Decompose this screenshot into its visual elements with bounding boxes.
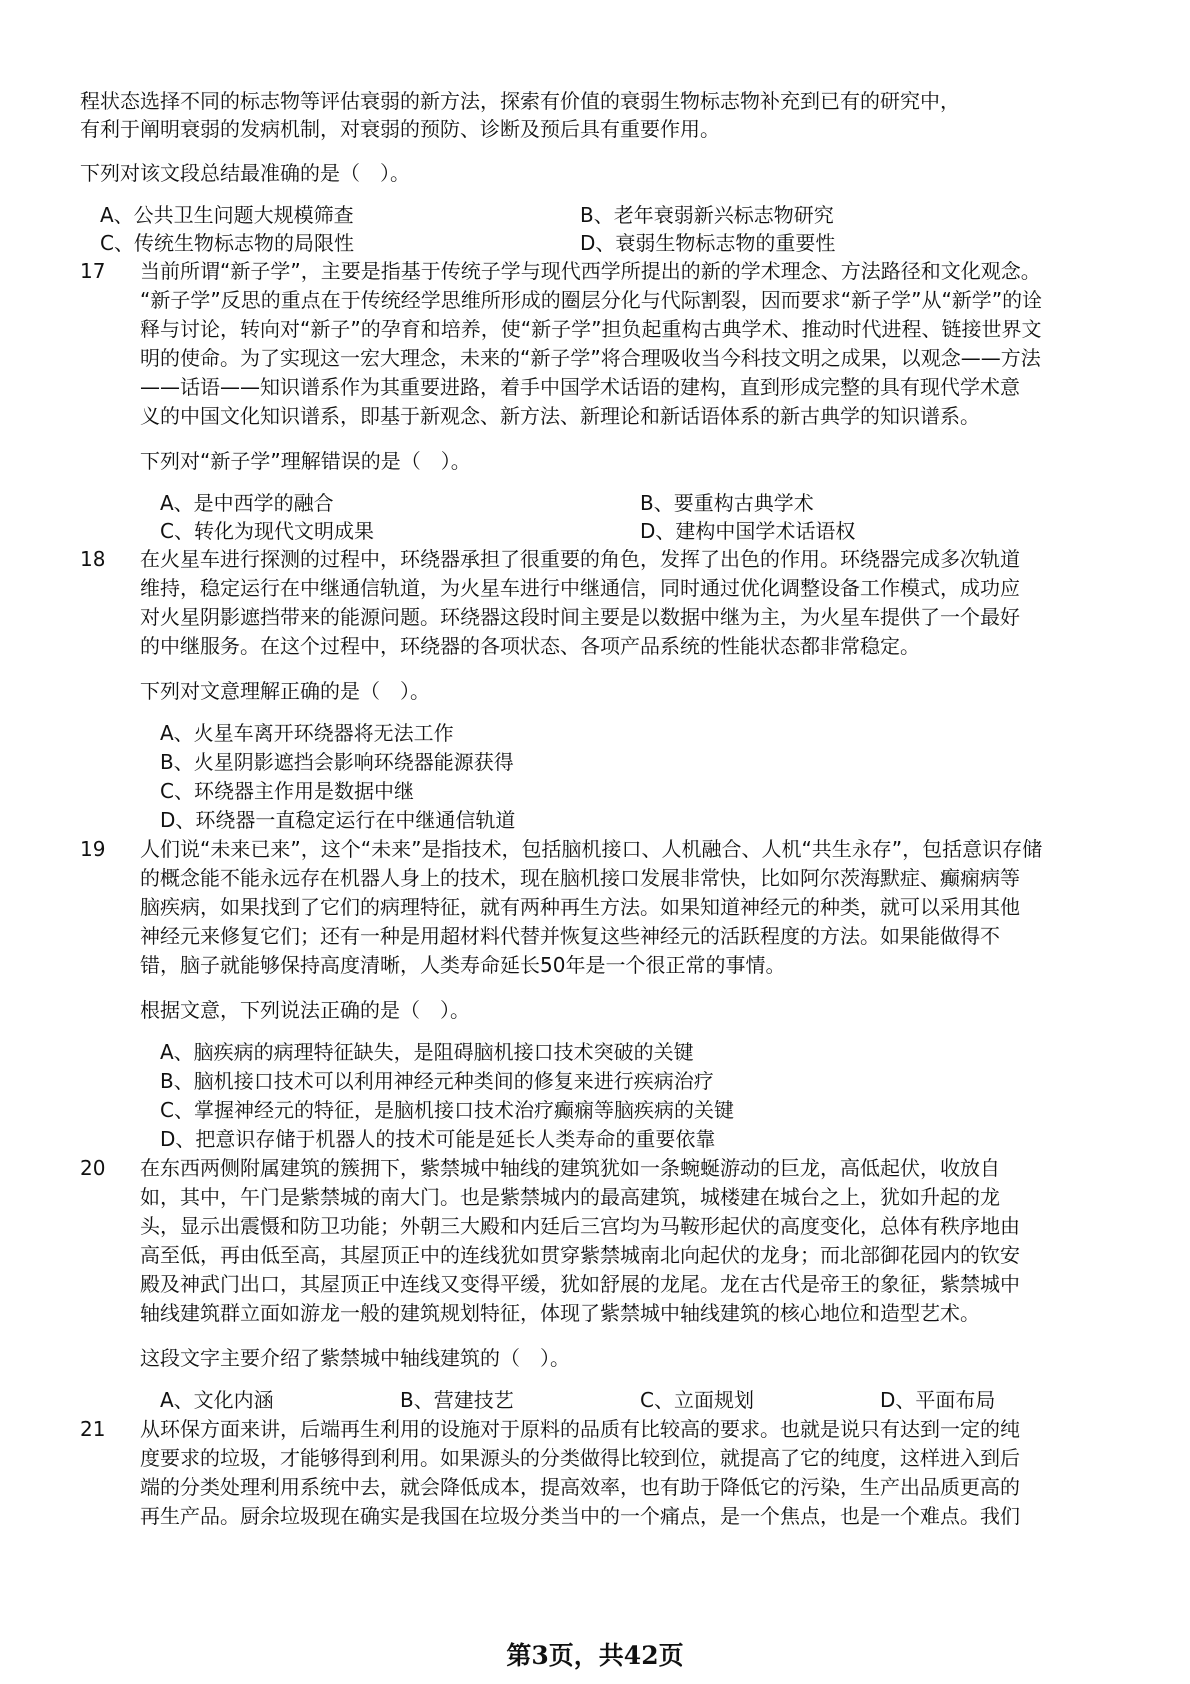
passage-line: “新子学”反思的重点在于传统经学思维所形成的圈层分化与代际割裂，因而要求“新子学”从“新学”的诠 [140, 288, 1043, 312]
option-d[interactable]: D、建构中国学术话语权 [640, 519, 856, 543]
passage-line: 有利于阐明衰弱的发病机制，对衰弱的预防、诊断及预后具有重要作用。 [80, 117, 720, 141]
question-stem: 下列对该文段总结最准确的是（ ）。 [80, 161, 410, 185]
passage-line: 如，其中，午门是紫禁城的南大门。也是紫禁城内的最高建筑，城楼建在城台之上，犹如升起的龙 [140, 1185, 1000, 1209]
passage-line: 轴线建筑群立面如游龙一般的建筑规划特征，体现了紫禁城中轴线建筑的核心地位和造型艺术。 [140, 1301, 980, 1325]
option-a[interactable]: A、火星车离开环绕器将无法工作 [160, 721, 454, 745]
question-number: 20 [80, 1156, 106, 1180]
option-c[interactable]: C、传统生物标志物的局限性 [100, 231, 354, 255]
option-d[interactable]: D、环绕器一直稳定运行在中继通信轨道 [160, 808, 516, 832]
option-d[interactable]: D、平面布局 [880, 1388, 996, 1412]
option-c[interactable]: C、掌握神经元的特征，是脑机接口技术治疗癫痫等脑疾病的关键 [160, 1098, 734, 1122]
passage-line: 程状态选择不同的标志物等评估衰弱的新方法，探索有价值的衰弱生物标志物补充到已有的研究中， [80, 89, 960, 113]
option-b[interactable]: B、脑机接口技术可以利用神经元种类间的修复来进行疾病治疗 [160, 1069, 714, 1093]
passage-line: 义的中国文化知识谱系，即基于新观念、新方法、新理论和新话语体系的新古典学的知识谱系。 [140, 404, 980, 428]
passage-line: 的中继服务。在这个过程中，环绕器的各项状态、各项产品系统的性能状态都非常稳定。 [140, 634, 920, 658]
option-b[interactable]: B、老年衰弱新兴标志物研究 [580, 203, 834, 227]
option-a[interactable]: A、文化内涵 [160, 1388, 274, 1412]
option-c[interactable]: C、转化为现代文明成果 [160, 519, 374, 543]
option-a[interactable]: A、是中西学的融合 [160, 491, 334, 515]
option-d[interactable]: D、把意识存储于机器人的技术可能是延长人类寿命的重要依靠 [160, 1127, 716, 1151]
passage-line: ——话语——知识谱系作为其重要进路，着手中国学术话语的建构，直到形成完整的具有现代学术意 [140, 375, 1020, 399]
passage-line: 在火星车进行探测的过程中，环绕器承担了很重要的角色，发挥了出色的作用。环绕器完成多次轨道 [140, 547, 1020, 571]
passage-line: 在东西两侧附属建筑的簇拥下，紫禁城中轴线的建筑犹如一条蜿蜒游动的巨龙，高低起伏，收放自 [140, 1156, 1000, 1180]
question-stem: 这段文字主要介绍了紫禁城中轴线建筑的（ ）。 [140, 1346, 570, 1370]
question-number: 19 [80, 837, 106, 861]
passage-line: 错，脑子就能够保持高度清晰，人类寿命延长50年是一个很正常的事情。 [140, 953, 786, 977]
passage-line: 从环保方面来讲，后端再生利用的设施对于原料的品质有比较高的要求。也就是说只有达到一定的纯 [140, 1417, 1020, 1441]
passage-line: 高至低，再由低至高，其屋顶正中的连线犹如贯穿紫禁城南北向起伏的龙身；而北部御花园内的钦安 [140, 1243, 1020, 1267]
page-footer: 第3页，共42页 [506, 1641, 684, 1670]
passage-line: 神经元来修复它们；还有一种是用超材料代替并恢复这些神经元的活跃程度的方法。如果能做得不 [140, 924, 1000, 948]
passage-line: 人们说“未来已来”，这个“未来”是指技术，包括脑机接口、人机融合、人机“共生永存”，包括意识存储 [140, 837, 1043, 861]
passage-line: 释与讨论，转向对“新子”的孕育和培养，使“新子学”担负起重构古典学术、推动时代进程、链接世界文 [140, 317, 1042, 341]
passage-line: 的概念能不能永远存在机器人身上的技术，现在脑机接口发展非常快，比如阿尔茨海默症、癫痫病等 [140, 866, 1020, 890]
passage-line: 再生产品。厨余垃圾现在确实是我国在垃圾分类当中的一个痛点，是一个焦点，也是一个难点。我们 [140, 1504, 1020, 1528]
option-a[interactable]: A、脑疾病的病理特征缺失，是阻碍脑机接口技术突破的关键 [160, 1040, 694, 1064]
passage-line: 当前所谓“新子学”，主要是指基于传统子学与现代西学所提出的新的学术理念、方法路径和文化观念。 [140, 259, 1041, 283]
passage-line: 对火星阴影遮挡带来的能源问题。环绕器这段时间主要是以数据中继为主，为火星车提供了一个最好 [140, 605, 1020, 629]
question-stem: 根据文意，下列说法正确的是（ ）。 [140, 998, 470, 1022]
option-d[interactable]: D、衰弱生物标志物的重要性 [580, 231, 836, 255]
passage-line: 脑疾病，如果找到了它们的病理特征，就有两种再生方法。如果知道神经元的种类，就可以采用其他 [140, 895, 1020, 919]
question-number: 21 [80, 1417, 106, 1441]
option-b[interactable]: B、营建技艺 [400, 1388, 514, 1412]
option-a[interactable]: A、公共卫生问题大规模筛查 [100, 203, 354, 227]
passage-line: 明的使命。为了实现这一宏大理念，未来的“新子学”将合理吸收当今科技文明之成果，以观念——方法 [140, 346, 1041, 370]
option-b[interactable]: B、火星阴影遮挡会影响环绕器能源获得 [160, 750, 514, 774]
passage-line: 殿及神武门出口，其屋顶正中连线又变得平缓，犹如舒展的龙尾。龙在古代是帝王的象征，紫禁城中 [140, 1272, 1020, 1296]
passage-line: 端的分类处理利用系统中去，就会降低成本，提高效率，也有助于降低它的污染，生产出品质更高的 [140, 1475, 1020, 1499]
passage-line: 度要求的垃圾，才能够得到利用。如果源头的分类做得比较到位，就提高了它的纯度，这样进入到后 [140, 1446, 1020, 1470]
passage-line: 维持，稳定运行在中继通信轨道，为火星车进行中继通信，同时通过优化调整设备工作模式，成功应 [140, 576, 1020, 600]
question-stem: 下列对文意理解正确的是（ ）。 [140, 679, 430, 703]
question-number: 17 [80, 259, 106, 283]
option-c[interactable]: C、环绕器主作用是数据中继 [160, 779, 414, 803]
question-stem: 下列对“新子学”理解错误的是（ ）。 [140, 449, 471, 473]
option-c[interactable]: C、立面规划 [640, 1388, 754, 1412]
option-b[interactable]: B、要重构古典学术 [640, 491, 814, 515]
passage-line: 头，显示出震慑和防卫功能；外朝三大殿和内廷后三宫均为马鞍形起伏的高度变化，总体有秩序地由 [140, 1214, 1020, 1238]
question-number: 18 [80, 547, 106, 571]
